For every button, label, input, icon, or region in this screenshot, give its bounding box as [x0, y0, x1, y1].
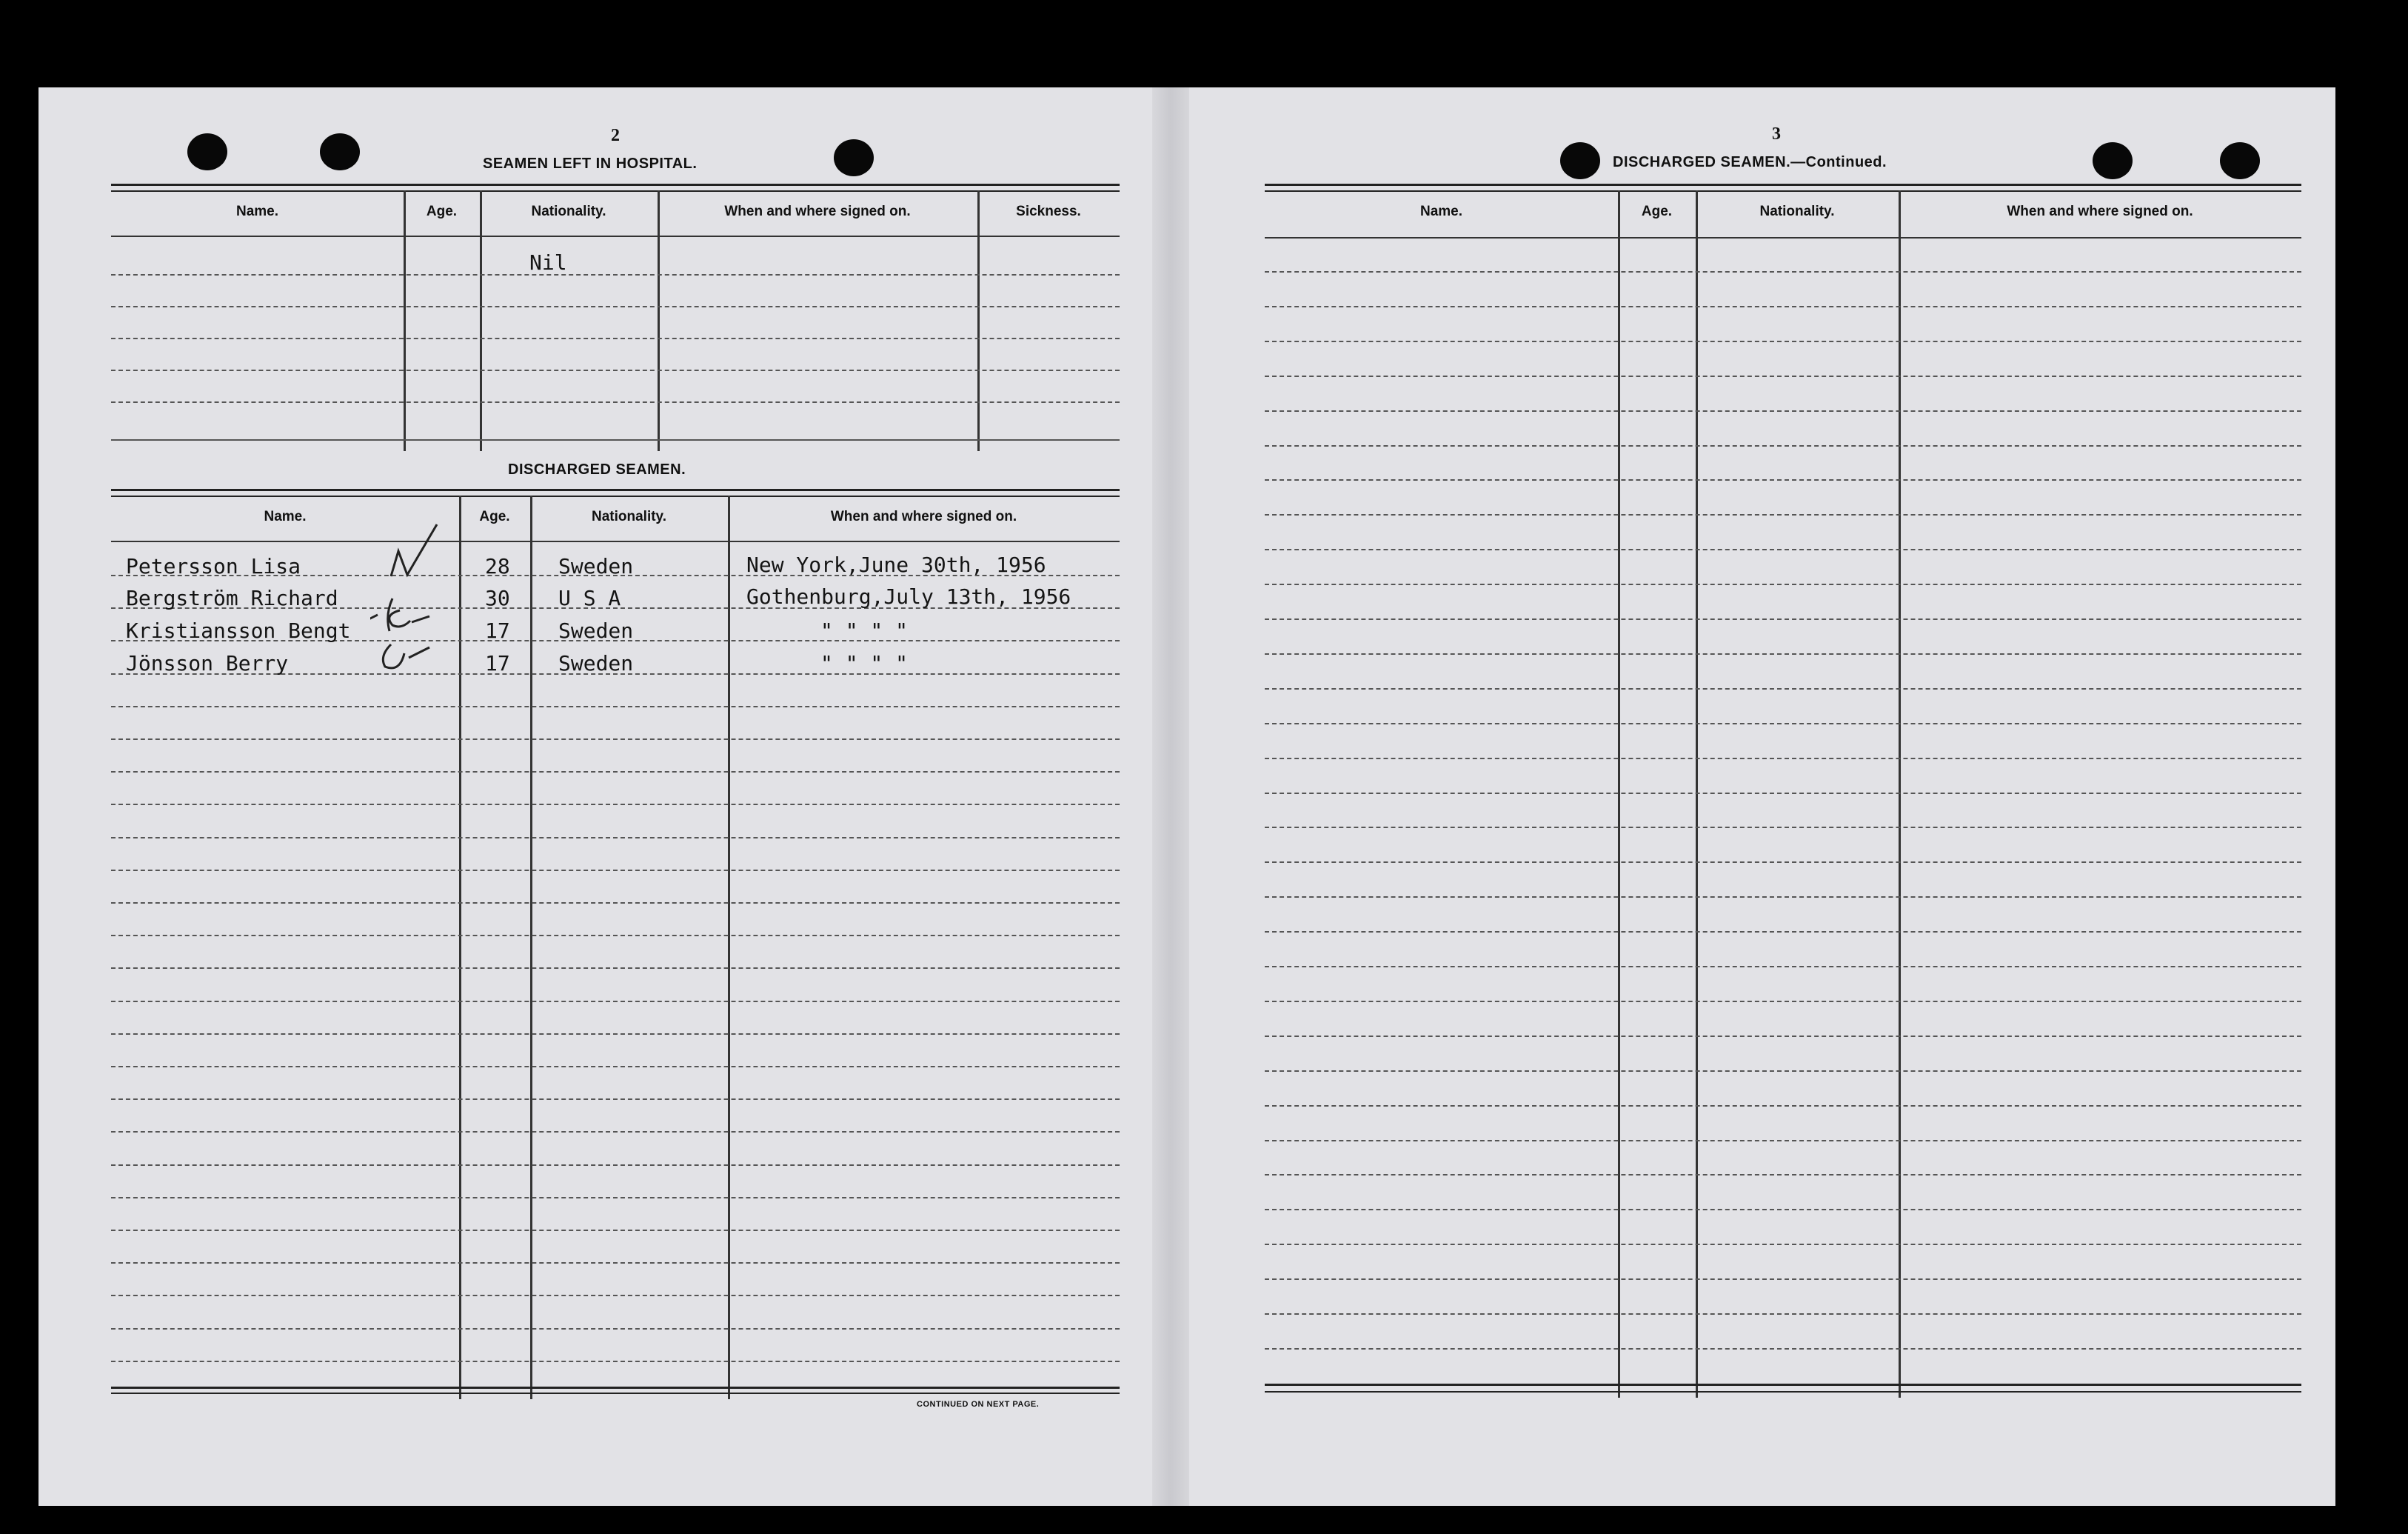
ruled-line: [111, 738, 1120, 740]
ruled-line: [111, 837, 1120, 838]
ruled-line: [1265, 1036, 2301, 1037]
ruled-line: [1265, 514, 2301, 516]
ruled-line: [111, 1197, 1120, 1198]
right-header-nationality: Nationality.: [1759, 204, 1835, 219]
ruled-line: [1265, 341, 2301, 342]
ruled-line: [1265, 1209, 2301, 1210]
seaman-nationality: Sweden: [558, 651, 634, 676]
hospital-header-name: Name.: [235, 204, 279, 219]
ruled-line: [111, 804, 1120, 805]
ruled-line: [1265, 688, 2301, 690]
discharged-table-right: [1265, 184, 2301, 1400]
ruled-line: [1265, 410, 2301, 412]
ruled-line: [111, 1328, 1120, 1330]
ruled-line: [1265, 584, 2301, 585]
ruled-line: [1265, 271, 2301, 273]
discharged-table-left: [111, 489, 1120, 1400]
ruled-line: [1265, 306, 2301, 307]
ruled-line: [1265, 653, 2301, 655]
hospital-entry-nil: Nil: [529, 250, 567, 275]
ruled-line: [111, 870, 1120, 871]
ruled-line: [1265, 549, 2301, 550]
seaman-signed-on: " " " ": [820, 651, 909, 676]
ruled-line: [111, 1295, 1120, 1296]
handwritten-initials: [370, 593, 459, 689]
page-fold: [1152, 87, 1189, 1506]
ruled-line: [1265, 966, 2301, 967]
punch-hole: [187, 133, 227, 170]
discharged-header-signed-on: When and where signed on.: [830, 509, 1017, 524]
ruled-line: [111, 1001, 1120, 1002]
page-number-left: 2: [611, 126, 620, 145]
page-number-right: 3: [1772, 124, 1781, 144]
ruled-line: [111, 902, 1120, 904]
seaman-name: Kristiansson Bengt: [126, 618, 351, 643]
ruled-line: [111, 935, 1120, 936]
hospital-header-signed-on: When and where signed on.: [724, 204, 911, 219]
ruled-line: [111, 1361, 1120, 1362]
hospital-section-title: SEAMEN LEFT IN HOSPITAL.: [483, 156, 698, 172]
ruled-line: [1265, 479, 2301, 481]
ruled-line: [111, 1033, 1120, 1035]
ruled-line: [1265, 896, 2301, 898]
punch-hole: [320, 133, 360, 170]
ruled-line: [111, 967, 1120, 969]
ruled-line: [111, 1098, 1120, 1100]
seaman-signed-on: Gothenburg,July 13th, 1956: [746, 584, 1071, 609]
right-header-age: Age.: [1641, 204, 1673, 219]
seaman-nationality: Sweden: [558, 618, 634, 643]
right-header-signed-on: When and where signed on.: [2007, 204, 2193, 219]
ruled-line: [1265, 445, 2301, 447]
punch-hole: [834, 139, 874, 176]
discharged-section-title: DISCHARGED SEAMEN.: [508, 461, 686, 478]
seaman-age: 17: [485, 651, 510, 676]
punch-hole: [2220, 142, 2260, 179]
ruled-line: [111, 706, 1120, 707]
ruled-line: [1265, 1140, 2301, 1141]
discharged-header-age: Age.: [479, 509, 510, 524]
ruled-line: [1265, 758, 2301, 759]
seaman-nationality: Sweden: [558, 554, 634, 578]
punch-hole: [2093, 142, 2133, 179]
ruled-line: [1265, 1174, 2301, 1175]
seaman-name: Petersson Lisa: [126, 554, 301, 578]
ruled-line: [1265, 618, 2301, 620]
ruled-line: [1265, 723, 2301, 724]
right-section-title: DISCHARGED SEAMEN.—Continued.: [1613, 154, 1887, 170]
ruled-line: [1265, 1244, 2301, 1245]
ruled-line: [111, 1131, 1120, 1133]
seaman-name: Bergström Richard: [126, 586, 338, 610]
seaman-age: 30: [485, 586, 510, 610]
seaman-nationality: U S A: [558, 586, 621, 610]
ruled-line: [111, 1262, 1120, 1264]
ruled-line: [1265, 1278, 2301, 1280]
hospital-header-age: Age.: [426, 204, 458, 219]
seaman-signed-on: " " " ": [820, 618, 909, 643]
seaman-name: Jönsson Berry: [126, 651, 289, 676]
ruled-line: [1265, 1313, 2301, 1315]
ruled-line: [1265, 376, 2301, 377]
ruled-line: [1265, 861, 2301, 863]
discharged-header-name: Name.: [264, 509, 307, 524]
discharged-header-nationality: Nationality.: [592, 509, 666, 524]
handwritten-check-mark: [385, 518, 452, 585]
seaman-age: 28: [485, 554, 510, 578]
hospital-table: [111, 184, 1120, 450]
ruled-line: [111, 771, 1120, 773]
hospital-header-sickness: Sickness.: [1016, 204, 1081, 219]
seaman-signed-on: New York,June 30th, 1956: [746, 553, 1046, 577]
ruled-line: [1265, 1105, 2301, 1107]
hospital-header-nationality: Nationality.: [531, 204, 606, 219]
seaman-age: 17: [485, 618, 510, 643]
ruled-line: [1265, 931, 2301, 933]
continued-footer: CONTINUED ON NEXT PAGE.: [917, 1400, 1040, 1409]
ruled-line: [1265, 793, 2301, 794]
ruled-line: [1265, 1348, 2301, 1350]
ruled-line: [111, 1230, 1120, 1231]
ruled-line: [111, 1164, 1120, 1166]
ruled-line: [1265, 1001, 2301, 1002]
punch-hole: [1560, 142, 1600, 179]
ruled-line: [111, 1066, 1120, 1067]
ruled-line: [1265, 827, 2301, 828]
right-header-name: Name.: [1419, 204, 1463, 219]
ruled-line: [1265, 1070, 2301, 1072]
